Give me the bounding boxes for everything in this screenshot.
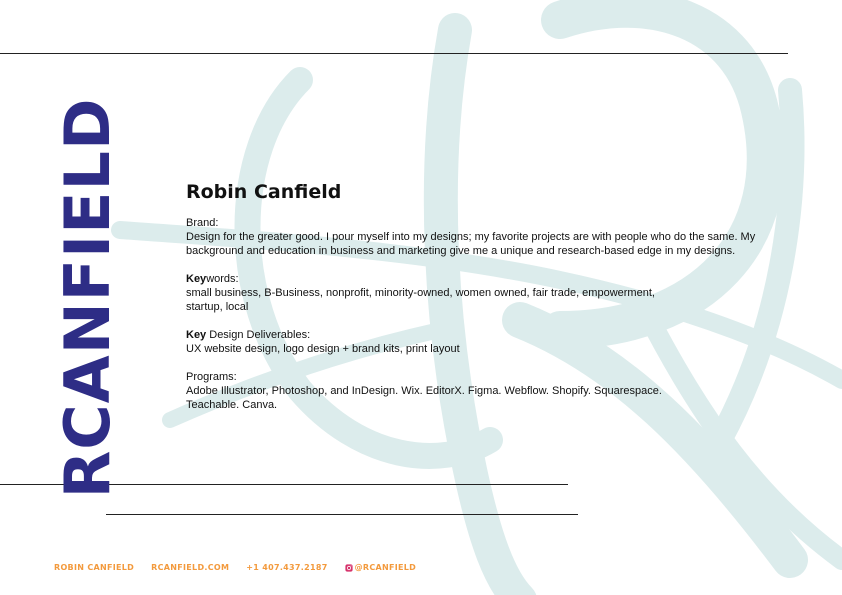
vertical-logo: RCANFIELD: [51, 97, 124, 499]
keywords-section: [186, 272, 808, 314]
footer-phone[interactable]: +1 407.437.2187: [246, 563, 328, 572]
programs-line: Adobe Illustrator, Photoshop, and InDesign. Wix. EditorX. Figma. Webflow. Shopify. Squarespace.: [186, 385, 662, 397]
top-rule: [0, 53, 788, 54]
programs-section: [186, 370, 808, 412]
deliverables-line: UX website design, logo design + brand kits, print layout: [186, 343, 460, 355]
profile-content: [186, 180, 808, 426]
divider-rule-lower: [106, 514, 578, 515]
footer-contact: [54, 563, 416, 572]
deliverables-section: [186, 328, 808, 356]
brand-description: Design for the greater good. I pour myself into my designs; my favorite projects are with people who do the same. My background and education in business and marketing give me a unique and research-based edge in my designs.: [186, 231, 756, 257]
section-heading: Programs:: [186, 371, 237, 383]
instagram-icon: [345, 564, 353, 572]
profile-name: Robin Canfield: [186, 181, 342, 203]
section-heading: Keywords:: [186, 273, 239, 285]
footer-name: ROBIN CANFIELD: [54, 563, 135, 572]
footer-website-link[interactable]: RCANFIELD.COM: [151, 563, 230, 572]
footer-handle: @RCANFIELD: [354, 563, 417, 572]
footer-social[interactable]: [345, 563, 417, 572]
keywords-line: small business, B-Business, nonprofit, minority-owned, women owned, fair trade, empowerment,: [186, 287, 655, 299]
brand-section: [186, 216, 808, 258]
programs-line: Teachable. Canva.: [186, 399, 278, 411]
section-heading: Key Design Deliverables:: [186, 329, 311, 341]
keywords-line: startup, local: [186, 301, 249, 313]
section-heading: Brand:: [186, 217, 219, 229]
